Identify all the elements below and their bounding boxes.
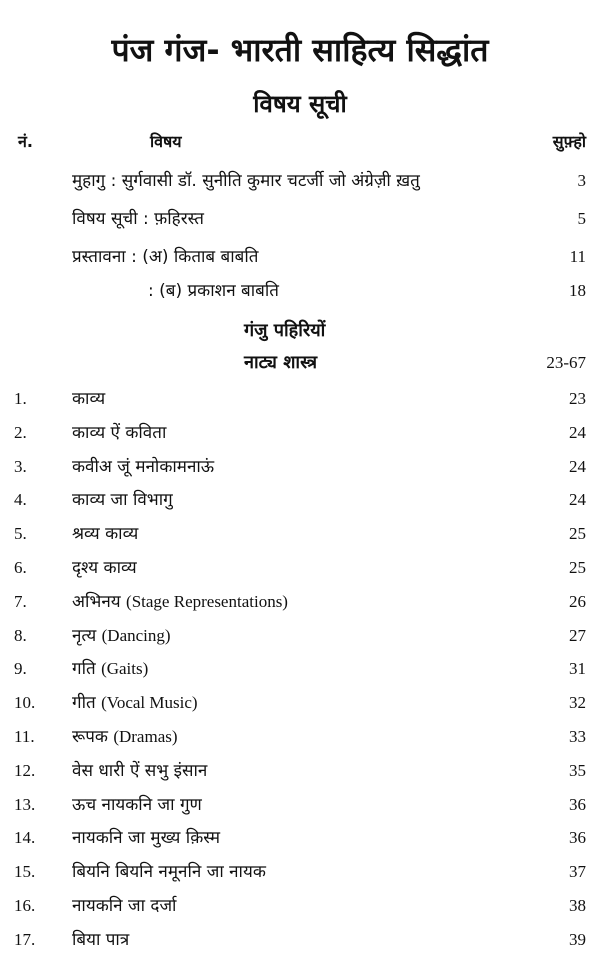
entry-page: 24	[569, 456, 586, 476]
entry-number: 10.	[14, 693, 36, 713]
entry-page: 36	[569, 828, 586, 848]
header-page: सुफ़्हो	[552, 132, 586, 151]
entry-title-text: नायकनि जा दर्जा	[72, 896, 177, 916]
entry-page: 23	[569, 389, 586, 408]
front-matter-item	[0, 204, 600, 234]
entry-title-text: काव्य जा विभागु	[72, 490, 173, 511]
entry-number: 2.	[14, 422, 27, 442]
entry-page: 24	[569, 422, 586, 442]
entry-english: (Vocal Music)	[101, 693, 198, 713]
page-title: पंज गंज- भारती साहित्य सिद्धांत	[111, 31, 489, 69]
entry-number: 17.	[14, 929, 36, 949]
front-matter-page: 18	[569, 281, 586, 300]
toc-entry	[0, 519, 600, 549]
entry-number: 12.	[14, 760, 36, 780]
entry-number: 13.	[14, 794, 36, 814]
front-matter-item	[0, 242, 600, 272]
entry-english: (Gaits)	[101, 659, 149, 679]
entry-number: 3.	[14, 456, 27, 476]
toc-entry	[0, 485, 600, 515]
entry-number: 16.	[14, 896, 36, 915]
entry-title	[72, 587, 288, 617]
front-matter-label: मुहागु : सुर्गवासी डॉ. सुनीति कुमार चटर्जी जो अंग्रेज़ी ख़तु	[72, 171, 420, 191]
entry-title-text: गति	[72, 659, 96, 680]
entry-title	[72, 485, 173, 515]
page-subtitle: विषय सूची	[253, 90, 347, 118]
entry-title	[72, 519, 138, 549]
entry-english: (Stage Representations)	[126, 591, 288, 611]
entry-title-text: बियनि बियनि नमूननि जा नायक	[72, 862, 266, 883]
front-matter-label: : (ब) प्रकाशन बाबति	[148, 281, 279, 301]
toc-entry	[0, 891, 600, 921]
entry-number: 14.	[14, 828, 36, 848]
toc-entry	[0, 553, 600, 583]
entry-title	[72, 722, 178, 752]
toc-entry	[0, 621, 600, 651]
entry-page: 37	[569, 862, 586, 882]
entry-title	[72, 823, 220, 853]
entry-number: 6.	[14, 558, 27, 577]
entry-number: 1.	[14, 389, 27, 408]
section-subheading: नाट्य शास्त्र	[244, 352, 318, 373]
toc-entry	[0, 418, 600, 448]
entry-title-text: दृश्य काव्य	[72, 558, 137, 578]
entry-page: 39	[569, 929, 586, 949]
section-heading-row	[0, 316, 600, 346]
entry-title-text: ऊच नायकनि जा गुण	[72, 794, 202, 815]
entry-title-text: वेस धारी ऐं सभु इंसान	[72, 760, 208, 781]
entry-number: 9.	[14, 659, 27, 679]
entry-title	[72, 621, 171, 651]
entry-title-text: गीत	[72, 693, 96, 714]
entry-title	[72, 384, 105, 414]
entry-page: 35	[569, 760, 586, 780]
entry-number: 8.	[14, 625, 27, 645]
entry-title	[72, 790, 202, 820]
entry-number: 5.	[14, 524, 27, 544]
entry-title-text: नृत्य	[72, 625, 97, 646]
toc-entry	[0, 857, 600, 887]
entry-title-text: अभिनय	[72, 591, 121, 612]
entry-title-text: काव्य ऐं कविता	[72, 422, 167, 443]
entry-title	[72, 756, 207, 786]
toc-entry	[0, 790, 600, 820]
entry-title	[72, 925, 129, 955]
entry-page: 25	[569, 524, 586, 544]
toc-entry	[0, 925, 600, 955]
entry-title-text: रूपक	[72, 727, 108, 747]
toc-entry	[0, 756, 600, 786]
toc-entry	[0, 722, 600, 752]
entry-title	[72, 553, 137, 583]
header-subject: विषय	[150, 132, 182, 151]
section-page-range: 23-67	[546, 353, 586, 372]
entry-page: 32	[569, 693, 586, 713]
toc-entry	[0, 587, 600, 617]
entry-title	[72, 654, 148, 684]
header-number: नं.	[18, 132, 33, 151]
entry-title	[72, 857, 266, 887]
front-matter-item	[0, 276, 600, 306]
toc-entry	[0, 823, 600, 853]
entry-title	[72, 452, 214, 482]
front-matter-page: 5	[577, 209, 586, 228]
entry-english: (Dramas)	[113, 727, 178, 746]
front-matter-page: 11	[569, 247, 586, 266]
entry-page: 26	[569, 591, 586, 611]
section-subheading-row	[0, 348, 600, 378]
toc-entry	[0, 688, 600, 718]
entry-page: 36	[569, 794, 586, 814]
entry-page: 31	[569, 659, 586, 679]
entry-page: 25	[569, 558, 586, 577]
front-matter-label: प्रस्तावना : (अ) किताब बाबति	[72, 247, 259, 267]
entry-page: 33	[569, 727, 586, 746]
entry-number: 7.	[14, 591, 27, 611]
entry-number: 4.	[14, 490, 27, 510]
toc-entry	[0, 452, 600, 482]
entry-number: 11.	[14, 727, 35, 746]
entry-title	[72, 688, 198, 718]
section-heading: गंजु पहिरियों	[244, 320, 326, 341]
entry-page: 38	[569, 896, 586, 915]
toc-entry	[0, 384, 600, 414]
entry-title-text: श्रव्य काव्य	[72, 524, 139, 545]
toc-entry	[0, 654, 600, 684]
entry-title-text: बिया पात्र	[72, 929, 130, 950]
entry-title-text: कवीअ जूं मनोकामनाऊं	[72, 456, 215, 477]
front-matter-page: 3	[577, 171, 586, 190]
entry-page: 27	[569, 625, 586, 645]
entry-page: 24	[569, 490, 586, 510]
entry-number: 15.	[14, 862, 36, 882]
front-matter-item	[0, 166, 600, 196]
entry-title-text: नायकनि जा मुख्य क़िस्म	[72, 828, 221, 849]
entry-title	[72, 418, 166, 448]
entry-title	[72, 891, 176, 921]
entry-title-text: काव्य	[72, 389, 106, 409]
entry-english: (Dancing)	[101, 625, 171, 645]
front-matter-label: विषय सूची : फ़हिरस्त	[72, 209, 204, 229]
